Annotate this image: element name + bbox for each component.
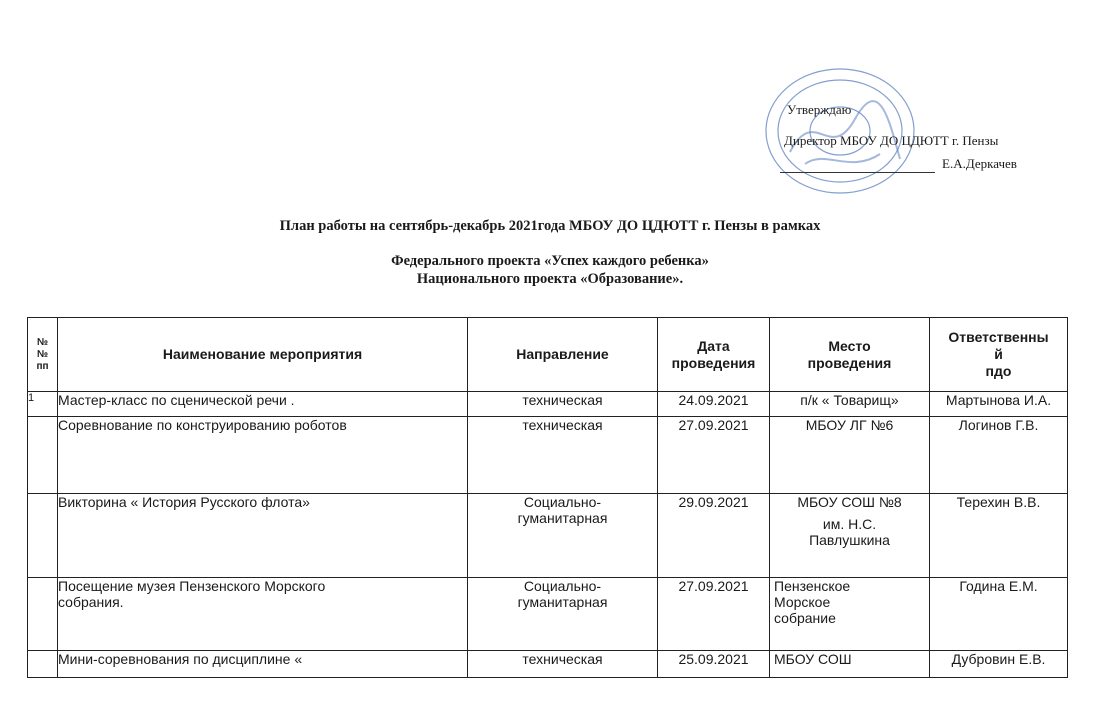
event-place: п/к « Товарищ» [770,392,930,417]
table-row [28,651,1068,678]
table-row [28,578,1068,651]
table-row [28,417,1068,494]
event-date: 25.09.2021 [658,651,770,678]
title-line-3: Национального проекта «Образование». [416,271,684,287]
official-stamp [760,64,920,199]
event-place: Пензенское Морское собрание [770,578,930,651]
row-num [28,578,58,651]
director-name: Е.А.Деркачев [942,156,1017,171]
row-num [28,651,58,678]
plan-table [27,317,1068,678]
event-date: 24.09.2021 [658,392,770,417]
title-line-2: Федерального проекта «Успех каждого ребенка» [391,253,709,269]
header-name: Наименование мероприятия [58,318,468,392]
event-date: 29.09.2021 [658,494,770,578]
header-date: Дата проведения [658,318,770,392]
title-line-1: План работы на сентябрь-декабрь 2021года МБОУ ДО ЦДЮТТ г. Пензы в рамках [279,218,821,234]
approval-block [760,64,1060,204]
table-header-row [28,318,1068,392]
event-direction: техническая [468,651,658,678]
event-responsible: Година Е.М. [930,578,1068,651]
event-direction: Социально- гуманитарная [468,494,658,578]
event-responsible: Логинов Г.В. [930,417,1068,494]
event-direction: Социально- гуманитарная [468,578,658,651]
table-row [28,494,1068,578]
header-num: № № пп [28,318,58,392]
event-name: Мини-соревнования по дисциплине « [58,651,468,678]
header-direction: Направление [468,318,658,392]
table-row [28,392,1068,417]
event-direction: техническая [468,392,658,417]
event-place: МБОУ СОШ [770,651,930,678]
event-name: Викторина « История Русского флота» [58,494,468,578]
event-name: Соревнование по конструированию роботов [58,417,468,494]
event-date: 27.09.2021 [658,578,770,651]
row-num [28,417,58,494]
event-name: Мастер-класс по сценической речи . [58,392,468,417]
header-place: Место проведения [770,318,930,392]
header-responsible: Ответственны й пдо [930,318,1068,392]
event-responsible: Мартынова И.А. [930,392,1068,417]
event-responsible: Дубровин Е.В. [930,651,1068,678]
signature-line [780,172,935,173]
event-place: МБОУ ЛГ №6 [770,417,930,494]
event-place: МБОУ СОШ №8 им. Н.С. Павлушкина [770,494,930,578]
row-num [28,494,58,578]
director-title: Директор МБОУ ДО ЦДЮТТ г. Пензы [784,133,999,148]
approval-label: Утверждаю [787,102,852,117]
event-name: Посещение музея Пензенского Морского собрания. [58,578,468,651]
event-responsible: Терехин В.В. [930,494,1068,578]
event-direction: техническая [468,417,658,494]
event-date: 27.09.2021 [658,417,770,494]
row-num: 1 [28,392,58,417]
